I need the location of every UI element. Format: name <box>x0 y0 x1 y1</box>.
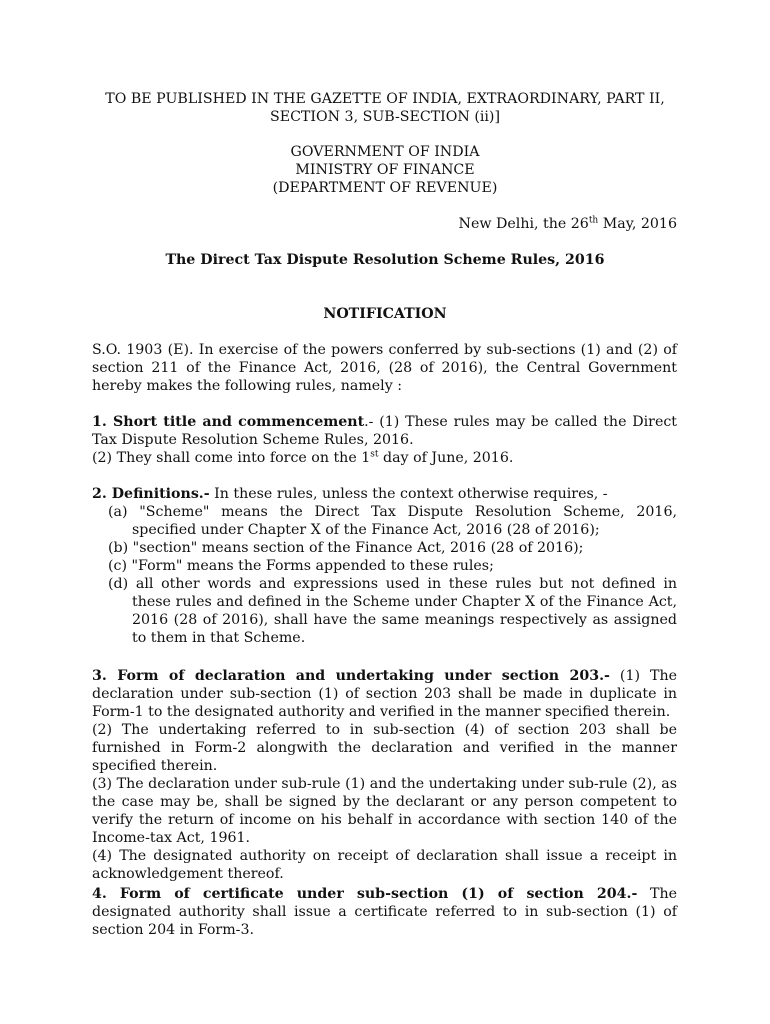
rule-1-text-2: (2) They shall come into force on the 1st day of June, 2016. <box>92 449 514 466</box>
rule-1-heading: 1. Short title and commencement <box>92 414 365 430</box>
definition-item-c: (c) "Form" means the Forms appended to these rules; <box>108 558 494 574</box>
rule-3 <box>92 667 677 883</box>
rule-4-text-1: The designated authority shall issue a certificate referred to in sub-section (1) of section 204 in Form-3. <box>92 886 677 938</box>
definition-item-a: (a) "Scheme" means the Direct Tax Dispute Resolution Scheme, 2016, specified under Chapter X of the Finance Act, 2016 (28 of 2016); <box>108 504 677 538</box>
preamble-paragraph: S.O. 1903 (E). In exercise of the powers conferred by sub-sections (1) and (2) of section 211 of the Finance Act, 2016, (28 of 2016), the Central Government hereby makes the following rules, namely : <box>92 342 677 394</box>
document-title: The Direct Tax Dispute Resolution Scheme Rules, 2016 <box>165 252 605 268</box>
rule-3-text-2: (2) The undertaking referred to in sub-section (4) of section 203 shall be furnished in Form-2 alongwith the declaration and verified in the manner specified therein. <box>92 722 677 774</box>
date-line: New Delhi, the 26th May, 2016 <box>458 215 677 232</box>
rule-1-text-1: .- (1) These rules may be called the Direct Tax Dispute Resolution Scheme Rules, 2016. <box>92 414 677 448</box>
ministry-line: MINISTRY OF FINANCE <box>295 162 475 178</box>
rule-4 <box>92 885 677 939</box>
rule-3-heading: 3. Form of declaration and undertaking under section 203.- <box>92 668 610 684</box>
rule-3-text-4: (4) The designated authority on receipt of declaration shall issue a receipt in acknowledgement thereof. <box>92 848 677 882</box>
government-line: GOVERNMENT OF INDIA <box>290 144 480 160</box>
rule-2-intro: In these rules, unless the context otherwise requires, - <box>209 486 608 502</box>
rule-1 <box>92 413 677 467</box>
gazette-header <box>90 90 680 126</box>
rule-3-text-3: (3) The declaration under sub-rule (1) and the undertaking under sub-rule (2), as the case may be, shall be signed by the declarant or any person competent to verify the return of income on his behalf in accordance with section 140 of the Income-tax Act, 1961. <box>92 776 677 846</box>
gazette-line-1: TO BE PUBLISHED IN THE GAZETTE OF INDIA, EXTRAORDINARY, PART II, <box>105 91 665 107</box>
notification-heading: NOTIFICATION <box>323 306 447 322</box>
government-block <box>90 143 680 197</box>
definition-item-d: (d) all other words and expressions used in these rules but not defined in these rules and defined in the Scheme under Chapter X of the Finance Act, 2016 (28 of 2016), shall have the same meanings respectively as assigned to them in that Scheme. <box>108 576 677 646</box>
gazette-line-2: SECTION 3, SUB-SECTION (ii)] <box>270 109 500 125</box>
rule-3-text-1: (1) The declaration under sub-section (1) of section 203 shall be made in duplicate in Form-1 to the designated authority and verified in the manner specified therein. <box>92 668 677 720</box>
rule-2-heading: 2. Definitions.- <box>92 486 210 502</box>
rule-2 <box>92 485 677 647</box>
department-line: (DEPARTMENT OF REVENUE) <box>272 180 498 196</box>
rule-4-heading: 4. Form of certificate under sub-section (1) of section 204.- <box>92 886 638 902</box>
definition-item-b: (b) "section" means section of the Finance Act, 2016 (28 of 2016); <box>108 540 584 556</box>
